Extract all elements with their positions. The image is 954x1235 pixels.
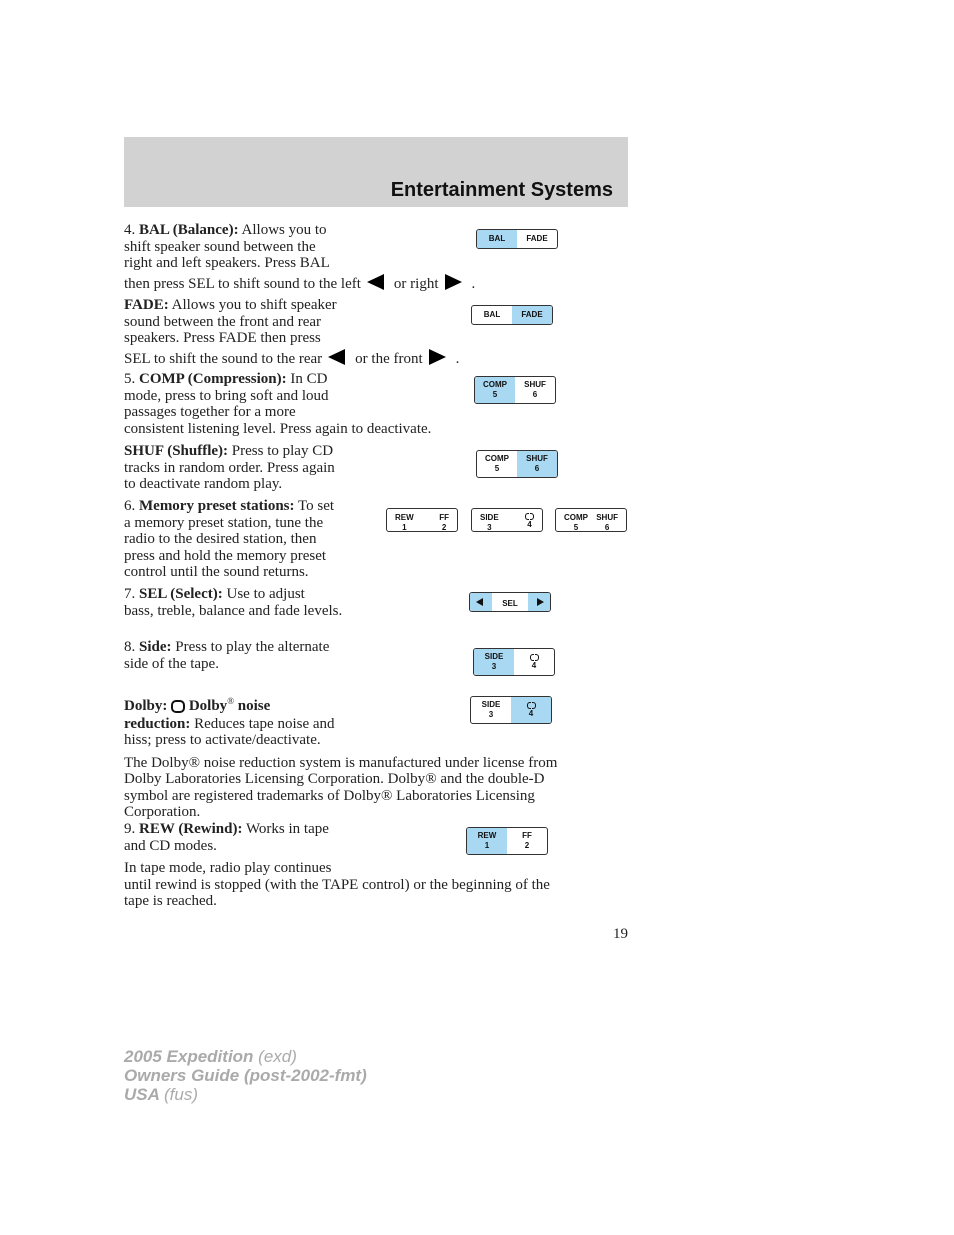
bal-text: right and left speakers. Press BAL (124, 255, 330, 271)
side-heading: Side: (139, 639, 172, 655)
sel-text: Use to adjust (226, 586, 305, 602)
dolby-text: Reduces tape noise and (194, 715, 335, 732)
side-text: side of the tape. (124, 655, 219, 672)
fade-text: sound between the front and rear (124, 313, 322, 330)
dolby-heading: Dolby: (124, 698, 168, 714)
memory-text: radio to the desired station, then (124, 531, 317, 547)
bal-text: shift speaker sound between the (124, 238, 316, 255)
memory-text: a memory preset station, tune the (124, 514, 324, 531)
dolby-text: hiss; press to activate/deactivate. (124, 732, 321, 748)
bal-fade-button-fade-highlighted (471, 305, 553, 325)
item-number: 5. (124, 371, 136, 387)
side-dolby-button-side-highlighted (473, 648, 555, 676)
bal-paragraph: 4. BAL (Balance): Allows you to shift speaker sound between the right and left speakers. Press BAL then press SEL to shift sound to the left or right . (124, 222, 476, 292)
memory-text: To set (298, 498, 335, 514)
comp-paragraph (124, 371, 431, 437)
shuf-text: tracks in random order. Press again (124, 459, 335, 476)
memory-heading: Memory preset stations: (139, 498, 295, 514)
comp-shuf-button-shuf-highlighted (476, 450, 558, 478)
comp-text: passages together for a more (124, 404, 296, 420)
side-button-segment: SIDE 3 (481, 700, 501, 719)
shuf-button-segment: SHUF 6 (524, 380, 546, 399)
shuf-button-segment: SHUF 6 (517, 451, 557, 477)
bal-button-segment: BAL (483, 310, 501, 319)
memory-text: control until the sound returns. (124, 564, 309, 580)
right-arrow-icon (537, 598, 544, 606)
dolby-icon (527, 702, 536, 709)
rew-text: Works in tape (245, 821, 329, 837)
footer-document-info: 2005 Expedition (exd) Owners Guide (post-2002-fmt) USA (fus) (124, 1047, 367, 1104)
section-title: Entertainment Systems (390, 179, 613, 201)
dolby-button-segment: 4 (514, 649, 554, 675)
rew-text: and CD modes. (124, 837, 217, 854)
comp-shuf-button-comp-highlighted (474, 376, 556, 404)
memory-text: press and hold the memory preset (124, 547, 327, 564)
sel-paragraph (124, 586, 342, 619)
side-paragraph (124, 639, 329, 672)
sel-heading: SEL (Select): (139, 586, 223, 602)
rew-text: In tape mode, radio play continues (124, 860, 332, 876)
side-dolby-button-dolby-highlighted (470, 696, 552, 724)
preset-button-side-dolby: SIDE 3 4 (471, 508, 543, 532)
shuf-heading: SHUF (Shuffle): (124, 443, 229, 459)
item-number: 7. (124, 586, 136, 602)
rew-ff-button-rew-highlighted (466, 827, 548, 855)
rew-text: tape is reached. (124, 893, 217, 909)
bal-heading: BAL (Balance): (139, 222, 239, 238)
comp-text: mode, press to bring soft and loud (124, 387, 329, 404)
sel-button: SEL (469, 592, 551, 612)
item-number: 8. (124, 639, 136, 655)
rew-button-segment: REW 1 (467, 828, 507, 854)
right-arrow-icon (445, 274, 462, 290)
preset-button-comp-shuf: COMP 5 SHUF 6 (555, 508, 627, 532)
sel-text: bass, treble, balance and fade levels. (124, 602, 343, 619)
fade-paragraph: FADE: Allows you to shift speaker sound between the front and rear speakers. Press FADE then press SEL to shift the sound to the rear or the front . (124, 297, 460, 367)
preset-button-rew-ff: REW 1 FF 2 (386, 508, 458, 532)
comp-text: In CD (290, 371, 328, 387)
dolby-double-d-icon (171, 700, 185, 711)
left-arrow-icon (328, 349, 345, 365)
comp-button-segment: COMP 5 (485, 454, 509, 473)
shuf-text: Press to play CD (231, 443, 334, 459)
shuf-paragraph (124, 443, 335, 493)
left-arrow-icon (476, 598, 483, 606)
memory-paragraph (124, 498, 334, 581)
dolby-icon (530, 654, 539, 661)
bal-text: Allows you to (241, 222, 327, 238)
page-number: 19 (613, 926, 628, 942)
comp-text: consistent listening level. Press again to deactivate. (124, 420, 432, 437)
item-number: 9. (124, 821, 136, 837)
dolby-icon (525, 513, 534, 520)
bal-text: or right (393, 275, 439, 292)
fade-text: or the front (355, 350, 423, 367)
left-arrow-icon (367, 274, 384, 290)
rew-heading: REW (Rewind): (139, 821, 243, 837)
header-band (124, 137, 628, 207)
rew-text: until rewind is stopped (with the TAPE control) or the beginning of the (124, 876, 550, 893)
dolby-button-segment: 4 (511, 697, 551, 723)
ff-button-segment: FF 2 (522, 831, 532, 850)
bal-text: then press SEL to shift sound to the left (124, 275, 361, 292)
right-arrow-icon (429, 349, 446, 365)
fade-button-segment: FADE (526, 234, 548, 243)
item-number: 4. (124, 222, 136, 238)
comp-heading: COMP (Compression): (139, 371, 287, 387)
item-number: 6. (124, 498, 136, 514)
fade-text: Allows you to shift speaker (171, 297, 337, 313)
fade-heading: FADE: (124, 297, 169, 313)
side-text: Press to play the alternate (175, 639, 330, 655)
fade-text: SEL to shift the sound to the rear (124, 350, 323, 367)
side-button-segment: SIDE 3 (474, 649, 514, 675)
fade-button-segment: FADE (512, 306, 552, 324)
dolby-paragraph: Dolby: Dolby® noise reduction: Reduces tape noise and hiss; press to activate/deactivate. The Dolby® noise reduction system is manufactured under license from Dolby Laboratories Licensing Corporation. Dolby® and the double-D symbol are registered trademarks of Dolby® Laboratories Licensing Corporation. (124, 696, 558, 820)
fade-text: speakers. Press FADE then press (124, 330, 321, 346)
comp-button-segment: COMP 5 (475, 377, 515, 403)
shuf-text: to deactivate random play. (124, 476, 283, 492)
bal-fade-button-bal-highlighted (476, 229, 558, 249)
bal-button-segment: BAL (477, 230, 517, 248)
